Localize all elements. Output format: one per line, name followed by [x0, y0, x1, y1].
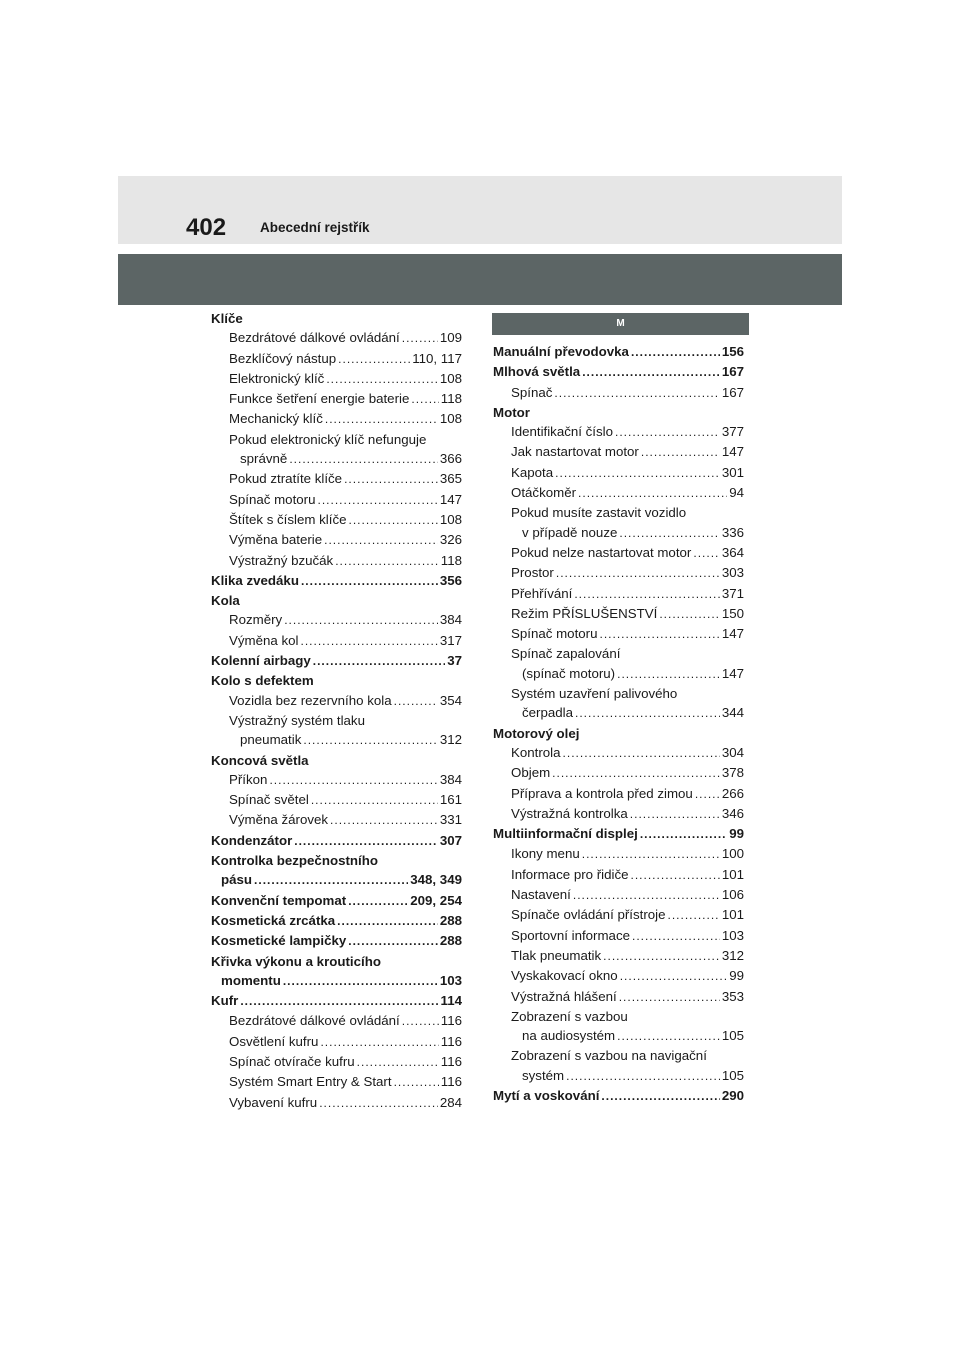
- index-entry: [211, 469, 462, 489]
- page-title: Abecední rejstřík: [260, 220, 370, 235]
- index-entry-page: 364: [721, 544, 744, 560]
- index-entry: [211, 1032, 462, 1052]
- index-entry-term: Příkon: [229, 771, 268, 787]
- index-entry: [211, 870, 462, 890]
- index-entry-page: 116: [440, 1013, 462, 1029]
- index-entry: [211, 911, 462, 931]
- index-entry-term: Nastavení: [511, 887, 571, 903]
- index-entry-term: správně: [240, 451, 288, 467]
- index-entry: [493, 624, 744, 644]
- index-entry-term: Spínač světel: [229, 792, 309, 808]
- dot-leader: [402, 1012, 439, 1031]
- dot-leader: [324, 531, 438, 550]
- dot-leader: [563, 744, 720, 763]
- index-entry-page: 103: [721, 927, 744, 943]
- index-entry-term: Vozidla bez rezervního kola: [229, 692, 392, 708]
- dot-leader: [659, 605, 720, 624]
- index-entry: [211, 430, 462, 449]
- index-entry-term: Elektronický klíč: [229, 370, 325, 386]
- index-entry-term: Bezdrátové dálkové ovládání: [229, 1013, 400, 1029]
- index-entry: [493, 422, 744, 442]
- dot-leader: [575, 704, 720, 723]
- index-entry-term: Mechanický klíč: [229, 411, 323, 427]
- index-entry-page: 377: [721, 424, 744, 440]
- index-entry-term: Kondenzátor: [211, 832, 293, 848]
- index-entry-page: 37: [447, 653, 462, 669]
- index-entry-term: Kontrolka bezpečnostního: [211, 853, 378, 869]
- dot-leader: [330, 811, 438, 830]
- index-entry-page: 118: [440, 552, 462, 568]
- dot-leader: [631, 866, 720, 885]
- index-entry: [493, 743, 744, 763]
- index-entry-term: Kola: [211, 593, 240, 609]
- index-entry: [211, 971, 462, 991]
- index-entry-term: Multiinformační displej: [493, 826, 638, 842]
- dot-leader: [632, 927, 720, 946]
- index-entry-page: 304: [721, 744, 744, 760]
- index-entry-term: čerpadla: [522, 705, 574, 721]
- index-entry-term: Informace pro řidiče: [511, 866, 629, 882]
- index-entry-page: 110, 117: [412, 350, 462, 366]
- index-entry: [493, 824, 744, 844]
- index-entry: [211, 328, 462, 348]
- dot-leader: [552, 764, 720, 783]
- index-entry-page: 147: [721, 665, 744, 681]
- index-entry-term: Ikony menu: [511, 846, 580, 862]
- dot-leader: [641, 443, 720, 462]
- index-entry-page: 156: [721, 344, 744, 359]
- dot-leader: [693, 544, 719, 563]
- index-entry-term: Koncová světla: [211, 752, 309, 768]
- index-entry-page: 99: [729, 826, 744, 842]
- index-entry: [493, 362, 744, 382]
- dot-leader: [620, 967, 728, 986]
- index-entry: [493, 987, 744, 1007]
- index-entry-term: Tlak pneumatik: [511, 947, 602, 963]
- index-entry-term: Výstražná hlášení: [511, 988, 617, 1004]
- index-entry-page: 284: [439, 1094, 462, 1110]
- index-entry: [211, 571, 462, 591]
- index-entry: [493, 946, 744, 966]
- dot-leader: [411, 390, 438, 409]
- dot-leader: [319, 1094, 438, 1113]
- index-entry-term: pásu: [221, 872, 253, 888]
- index-column-right: [493, 342, 744, 1106]
- dot-leader: [303, 731, 437, 750]
- index-entry: [211, 831, 462, 851]
- index-entry: [493, 703, 744, 723]
- index-entry-page: 118: [440, 391, 462, 407]
- index-entry: [493, 503, 744, 522]
- index-entry-page: 106: [721, 887, 744, 903]
- index-entry: [211, 730, 462, 750]
- dot-leader: [668, 906, 720, 925]
- index-entry: [211, 349, 462, 369]
- index-entry-page: 365: [439, 471, 462, 487]
- dot-leader: [619, 988, 720, 1007]
- index-entry-term: (spínač motoru): [522, 665, 616, 681]
- index-entry-term: Objem: [511, 765, 551, 781]
- index-entry-term: Výstražný bzučák: [229, 552, 334, 568]
- index-entry: [211, 309, 462, 328]
- index-entry: [211, 490, 462, 510]
- index-entry-page: 116: [440, 1074, 462, 1090]
- index-entry-page: 114: [440, 993, 462, 1009]
- index-entry-term: Pokud musíte zastavit vozidlo: [511, 505, 687, 521]
- index-entry: [211, 851, 462, 870]
- dot-leader: [348, 511, 437, 530]
- index-entry-term: Výměna žárovek: [229, 812, 329, 828]
- index-entry-page: 105: [721, 1028, 744, 1044]
- index-entry: [493, 1046, 744, 1065]
- index-entry-page: 167: [721, 364, 744, 380]
- dot-leader: [335, 552, 439, 571]
- index-entry-page: 356: [439, 572, 462, 588]
- index-entry: [493, 463, 744, 483]
- index-entry-page: 101: [721, 907, 744, 923]
- index-entry-page: 346: [721, 805, 744, 821]
- dot-leader: [311, 791, 438, 810]
- index-entry: [211, 551, 462, 571]
- index-entry: [211, 991, 462, 1011]
- index-entry-page: 354: [439, 692, 462, 708]
- index-entry: [493, 584, 744, 604]
- index-entry-page: 301: [721, 464, 744, 480]
- index-entry-term: Systém Smart Entry & Start: [229, 1074, 392, 1090]
- dot-leader: [301, 572, 438, 591]
- index-entry-page: 94: [729, 485, 744, 501]
- index-entry-term: Otáčkoměr: [511, 485, 577, 501]
- dot-leader: [615, 423, 720, 442]
- index-entry-term: Štítek s číslem klíče: [229, 511, 347, 527]
- dot-leader: [582, 363, 720, 382]
- dot-leader: [357, 1053, 439, 1072]
- index-entry-page: 108: [439, 370, 462, 386]
- index-entry-term: Motorový olej: [493, 725, 580, 741]
- index-entry-term: Přehřívání: [511, 585, 573, 601]
- index-entry-page: 307: [439, 832, 462, 848]
- dot-leader: [348, 932, 438, 951]
- dot-leader: [294, 832, 438, 851]
- index-entry: [493, 442, 744, 462]
- index-entry-term: Kufr: [211, 993, 239, 1009]
- dot-leader: [313, 652, 445, 671]
- index-entry: [211, 631, 462, 651]
- index-entry-page: 290: [721, 1087, 744, 1103]
- index-entry-page: 288: [439, 912, 462, 928]
- index-entry: [211, 1052, 462, 1072]
- index-entry-term: Příprava a kontrola před zimou: [511, 785, 693, 801]
- index-entry-term: Identifikační číslo: [511, 424, 613, 440]
- index-entry: [211, 510, 462, 530]
- index-entry-term: Výstražný systém tlaku: [229, 712, 365, 728]
- index-entry: [211, 711, 462, 730]
- dot-leader: [394, 692, 438, 711]
- index-entry-page: 312: [721, 947, 744, 963]
- index-entry-page: 105: [721, 1067, 744, 1083]
- index-entry-term: Pokud elektronický klíč nefunguje: [229, 431, 427, 447]
- index-entry-page: 108: [439, 411, 462, 427]
- index-entry-term: Bezdrátové dálkové ovládání: [229, 330, 400, 346]
- index-entry: [493, 383, 744, 403]
- index-entry: [211, 389, 462, 409]
- index-entry-term: Mytí a voskování: [493, 1087, 600, 1103]
- index-entry-page: 303: [721, 565, 744, 581]
- index-entry: [211, 1072, 462, 1092]
- index-entry-term: Motor: [493, 404, 530, 420]
- index-entry-term: na audiosystém: [522, 1028, 616, 1044]
- dot-leader: [317, 491, 437, 510]
- index-entry: [493, 1086, 744, 1106]
- index-entry: [493, 724, 744, 743]
- index-entry: [211, 931, 462, 951]
- index-entry-term: Bezklíčový nástup: [229, 350, 337, 366]
- dot-leader: [617, 665, 720, 684]
- index-entry-term: Kontrola: [511, 744, 561, 760]
- dot-leader: [556, 564, 720, 583]
- index-entry-page: 371: [721, 585, 744, 601]
- index-entry: [211, 530, 462, 550]
- dot-leader: [283, 972, 438, 991]
- index-entry: [211, 591, 462, 610]
- index-entry-page: 100: [721, 846, 744, 862]
- index-entry-term: Výměna baterie: [229, 532, 323, 548]
- dot-leader: [578, 484, 727, 503]
- dot-leader: [566, 1067, 720, 1086]
- index-entry-page: 147: [721, 626, 744, 642]
- header-band: [118, 176, 842, 244]
- index-entry-term: Výměna kol: [229, 632, 299, 648]
- index-entry: [211, 651, 462, 671]
- index-entry-page: 317: [439, 632, 462, 648]
- index-entry-term: Pokud nelze nastartovat motor: [511, 544, 692, 560]
- index-entry-term: Systém uzavření palivového: [511, 686, 678, 702]
- index-entry-page: 103: [439, 972, 462, 988]
- index-entry-term: Klika zvedáku: [211, 572, 299, 588]
- dot-leader: [337, 912, 438, 931]
- index-entry-page: 288: [439, 933, 462, 949]
- index-entry: [211, 691, 462, 711]
- dot-leader: [394, 1073, 439, 1092]
- dot-leader: [402, 329, 438, 348]
- index-entry-page: 101: [721, 866, 744, 882]
- dot-leader: [599, 625, 719, 644]
- index-entry-term: Jak nastartovat motor: [511, 444, 639, 460]
- index-entry: [211, 891, 462, 911]
- index-entry: [493, 844, 744, 864]
- index-entry: [211, 671, 462, 690]
- index-entry-term: momentu: [221, 972, 281, 988]
- index-entry: [493, 1066, 744, 1086]
- index-entry-term: Spínač: [511, 384, 553, 400]
- index-entry-page: 161: [439, 792, 462, 808]
- index-entry-term: Kolo s defektem: [211, 673, 314, 689]
- index-entry: [493, 604, 744, 624]
- index-entry-term: Kapota: [511, 464, 554, 480]
- dot-leader: [284, 611, 438, 630]
- index-entry-page: 209, 254: [410, 892, 462, 908]
- index-entry: [211, 770, 462, 790]
- index-entry: [493, 523, 744, 543]
- dot-leader: [338, 350, 410, 369]
- dot-leader: [289, 450, 438, 469]
- index-entry: [493, 403, 744, 422]
- index-entry: [493, 644, 744, 663]
- index-entry-term: Rozměry: [229, 612, 283, 628]
- dot-leader: [554, 384, 719, 403]
- dot-leader: [240, 992, 438, 1011]
- section-letter-bar: M: [492, 313, 749, 335]
- index-entry: [211, 1011, 462, 1031]
- index-entry-page: 150: [721, 605, 744, 621]
- index-entry-term: Kosmetická zrcátka: [211, 912, 336, 928]
- index-entry-term: Pokud ztratíte klíče: [229, 471, 343, 487]
- index-column-left: [211, 309, 462, 1113]
- index-entry: [493, 966, 744, 986]
- index-entry: [493, 763, 744, 783]
- dot-leader: [320, 1033, 438, 1052]
- index-entry: [211, 1093, 462, 1113]
- dot-leader: [574, 585, 719, 604]
- index-entry-term: Vyskakovací okno: [511, 968, 618, 984]
- index-entry: [493, 1007, 744, 1026]
- index-entry: [211, 369, 462, 389]
- index-entry-page: 116: [440, 1033, 462, 1049]
- index-entry-term: Spínač motoru: [511, 626, 598, 642]
- index-entry-term: Sportovní informace: [511, 927, 630, 943]
- index-entry: [493, 342, 744, 362]
- index-entry-term: Funkce šetření energie baterie: [229, 391, 410, 407]
- index-entry-term: Prostor: [511, 565, 554, 581]
- index-entry-page: 384: [439, 771, 462, 787]
- index-entry-term: Spínače ovládání přístroje: [511, 907, 666, 923]
- index-entry-term: pneumatik: [240, 732, 302, 748]
- index-entry-term: Spínač zapalování: [511, 646, 621, 662]
- index-entry-term: Manuální převodovka: [493, 344, 629, 359]
- index-entry: [211, 610, 462, 630]
- dot-leader: [344, 470, 438, 489]
- index-entry: [493, 563, 744, 583]
- dot-leader: [617, 1027, 720, 1046]
- index-entry-term: Výstražná kontrolka: [511, 805, 628, 821]
- dot-leader: [254, 871, 408, 890]
- dot-leader: [640, 825, 727, 844]
- index-entry-page: 99: [729, 968, 744, 984]
- index-entry-page: 116: [440, 1053, 462, 1069]
- index-entry-page: 384: [439, 612, 462, 628]
- dot-leader: [573, 886, 720, 905]
- index-entry: [493, 684, 744, 703]
- index-entry-term: Konvenční tempomat: [211, 892, 347, 908]
- index-entry-term: Režim PŘÍSLUŠENSTVÍ: [511, 605, 658, 621]
- index-entry: [493, 543, 744, 563]
- index-entry: [493, 784, 744, 804]
- dot-leader: [603, 947, 720, 966]
- index-entry-page: 167: [721, 384, 744, 400]
- index-entry-page: 344: [721, 705, 744, 721]
- index-entry: [493, 926, 744, 946]
- dot-leader: [325, 410, 438, 429]
- index-entry: [493, 483, 744, 503]
- dot-leader: [582, 845, 720, 864]
- index-entry-page: 348, 349: [410, 872, 462, 888]
- index-entry: [211, 449, 462, 469]
- index-entry-page: 326: [439, 532, 462, 548]
- index-entry: [493, 1026, 744, 1046]
- index-entry-page: 331: [439, 812, 462, 828]
- dot-leader: [630, 805, 720, 824]
- index-entry-page: 353: [721, 988, 744, 1004]
- index-entry: [211, 790, 462, 810]
- index-entry-page: 109: [439, 330, 462, 346]
- index-entry: [211, 952, 462, 971]
- dot-leader: [619, 524, 719, 543]
- index-entry: [493, 885, 744, 905]
- index-entry: [211, 810, 462, 830]
- dot-leader: [695, 785, 720, 804]
- index-entry-term: Spínač otvírače kufru: [229, 1053, 355, 1069]
- index-entry-page: 266: [721, 785, 744, 801]
- index-entry-page: 108: [439, 511, 462, 527]
- index-entry-term: systém: [522, 1067, 565, 1083]
- index-entry-term: Klíče: [211, 311, 243, 326]
- index-entry-term: Křivka výkonu a krouticího: [211, 953, 381, 969]
- index-entry-term: Zobrazení s vazbou: [511, 1008, 628, 1024]
- dot-leader: [300, 632, 437, 651]
- index-entry-term: Kolenní airbagy: [211, 653, 311, 669]
- dot-leader: [631, 343, 720, 362]
- index-entry-term: Kosmetické lampičky: [211, 933, 347, 949]
- index-entry-term: Spínač motoru: [229, 491, 316, 507]
- index-entry-term: Zobrazení s vazbou na navigační: [511, 1048, 707, 1064]
- dot-leader: [269, 771, 437, 790]
- index-entry: [211, 409, 462, 429]
- index-entry: [493, 664, 744, 684]
- index-entry-page: 336: [721, 524, 744, 540]
- index-entry-page: 366: [439, 451, 462, 467]
- index-entry: [211, 751, 462, 770]
- page-number: 402: [186, 214, 227, 241]
- index-entry-page: 312: [439, 732, 462, 748]
- section-banner: [118, 254, 842, 305]
- dot-leader: [555, 464, 720, 483]
- index-entry-term: Osvětlení kufru: [229, 1033, 319, 1049]
- index-entry: [493, 804, 744, 824]
- index-entry: [493, 865, 744, 885]
- dot-leader: [601, 1087, 719, 1106]
- dot-leader: [348, 892, 408, 911]
- index-entry-term: Vybavení kufru: [229, 1094, 318, 1110]
- index-entry: [493, 905, 744, 925]
- index-entry-page: 378: [721, 765, 744, 781]
- index-entry-term: Mlhová světla: [493, 364, 581, 380]
- index-entry-term: v případě nouze: [522, 524, 618, 540]
- index-entry-page: 147: [721, 444, 744, 460]
- index-entry-page: 147: [439, 491, 462, 507]
- dot-leader: [326, 370, 437, 389]
